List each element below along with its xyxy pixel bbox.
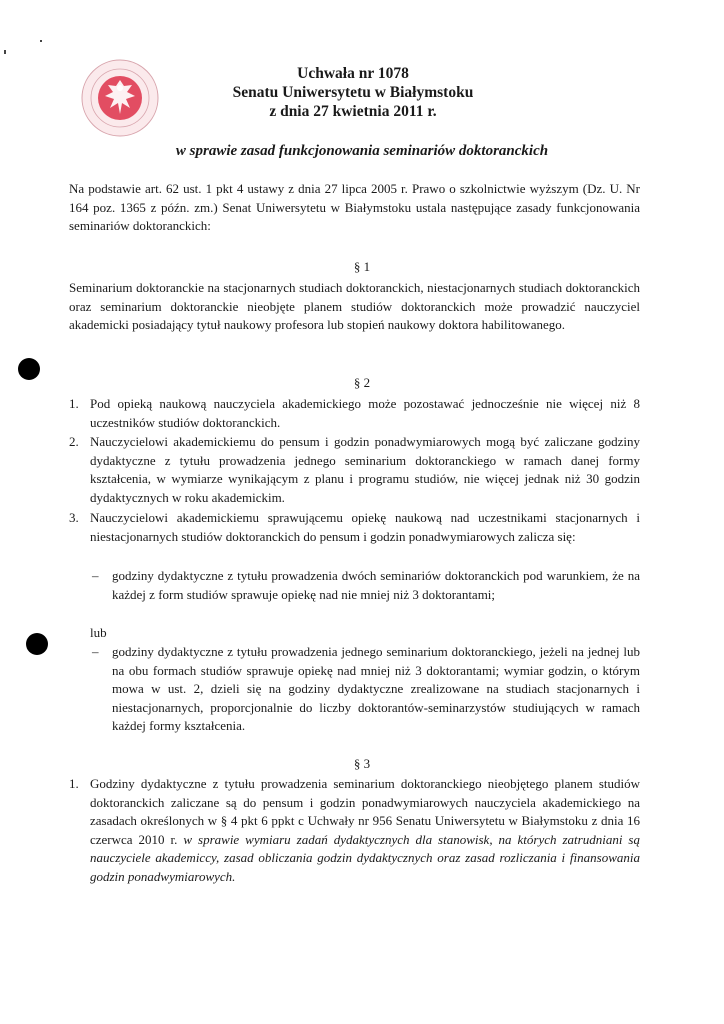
item-number: 1. [69, 776, 79, 791]
dash-bullet: – [92, 568, 99, 583]
section-2-heading: § 2 [353, 375, 371, 390]
list-item: Nauczycielowi akademickiemu do pensum i godzin ponadwymiarowych mogą być zaliczane godziny dydaktyczne z tytułu prowadzenia jednego seminarium doktoranckiego w ramach danej formy kształcenia, w wymiarze wynikającym z planu i programu studiów, nie więcej jednak niż 30 godzin dydaktycznych w roku akademickim. [90, 434, 640, 505]
intro-text: Na podstawie art. 62 ust. 1 pkt 4 ustawy z dnia 27 lipca 2005 r. Prawo o szkolnictwie wyższym (Dz. U. Nr 164 poz. 1365 z późn. zm.) Senat Uniwersytetu w Białymstoku ustala następujące zasady funkcjonowania seminariów doktoranckich: [69, 181, 640, 233]
university-seal-icon [80, 58, 160, 138]
list-item [90, 775, 640, 886]
section-1-text: Seminarium doktoranckie na stacjonarnych studiach doktoranckich, niestacjonarnych studiach doktoranckich oraz seminarium doktoranckie nieobjęte planem studiów doktoranckich może prowadzić nauczyciel akademicki posiadający tytuł naukowy profesora lub stopień naukowy doktora habilitowanego. [69, 280, 640, 332]
sub-item: godziny dydaktyczne z tytułu prowadzenia dwóch seminariów doktoranckich pod warunkiem, że na każdej z form studiów sprawuje opiekę nad nie mniej niż 3 doktorantami; [112, 568, 640, 602]
section-1-paragraph [69, 279, 640, 335]
punch-hole-bottom [26, 633, 48, 655]
dash-bullet: – [92, 644, 99, 659]
item-number: 3. [69, 510, 79, 525]
section-3-heading: § 3 [353, 756, 371, 771]
resolution-subject: w sprawie zasad funkcjonowania seminariów doktoranckich [175, 143, 549, 159]
list-item: Nauczycielowi akademickiemu sprawującemu opiekę naukową nad uczestnikami stacjonarnych i niestacjonarnych studiów doktoranckich do pensum i godzin ponadwymiarowych zalicza się: [90, 510, 640, 544]
section-1-heading: § 1 [353, 259, 371, 274]
resolution-date: z dnia 27 kwietnia 2011 r. [269, 103, 437, 120]
item-number: 2. [69, 434, 79, 449]
item-number: 1. [69, 396, 79, 411]
resolution-header [160, 64, 546, 121]
list-item: Pod opieką naukową nauczyciela akademickiego może pozostawać jednocześnie nie więcej niż 8 uczestników studiów doktoranckich. [90, 396, 640, 430]
scan-mark [4, 50, 6, 54]
intro-paragraph [69, 180, 640, 236]
conjunction: lub [90, 625, 107, 640]
referenced-resolution-title: w sprawie wymiaru zadań dydaktycznych dla stanowisk, na których zatrudniani są nauczyciele akademiccy, zasad obliczania godzin dydaktycznych oraz zasad rozliczania i finansowania godzin ponadwymiarowych. [90, 831, 640, 884]
section-3-text: Godziny dydaktyczne z tytułu prowadzenia seminarium doktoranckiego nieobjętego planem studiów doktoranckich zaliczane są do pensum i godzin ponadwymiarowych nauczyciela akademickiego na zasadach określonych w § 4 pkt 6 ppkt c Uchwały nr 956 Senatu Uniwersytetu w Białymstoku z dnia 16 czerwca 2010 r. [90, 776, 640, 847]
sub-item: godziny dydaktyczne z tytułu prowadzenia jednego seminarium doktoranckiego, jeżeli na jednej lub na obu formach studiów sprawuje opiekę nad mniej niż 3 doktorantami; wymiar godzin, o którym mowa w ust. 2, dzieli się na godziny dydaktyczne zrealizowane na studiach stacjonarnych i niestacjonarnych, proporcjonalnie do liczby doktorantów-seminarzystów studiujących w ramach każdej formy kształcenia. [112, 644, 640, 733]
resolution-number: Uchwała nr 1078 [297, 65, 409, 82]
issuing-body: Senatu Uniwersytetu w Białymstoku [232, 84, 474, 101]
scan-mark [40, 40, 42, 42]
